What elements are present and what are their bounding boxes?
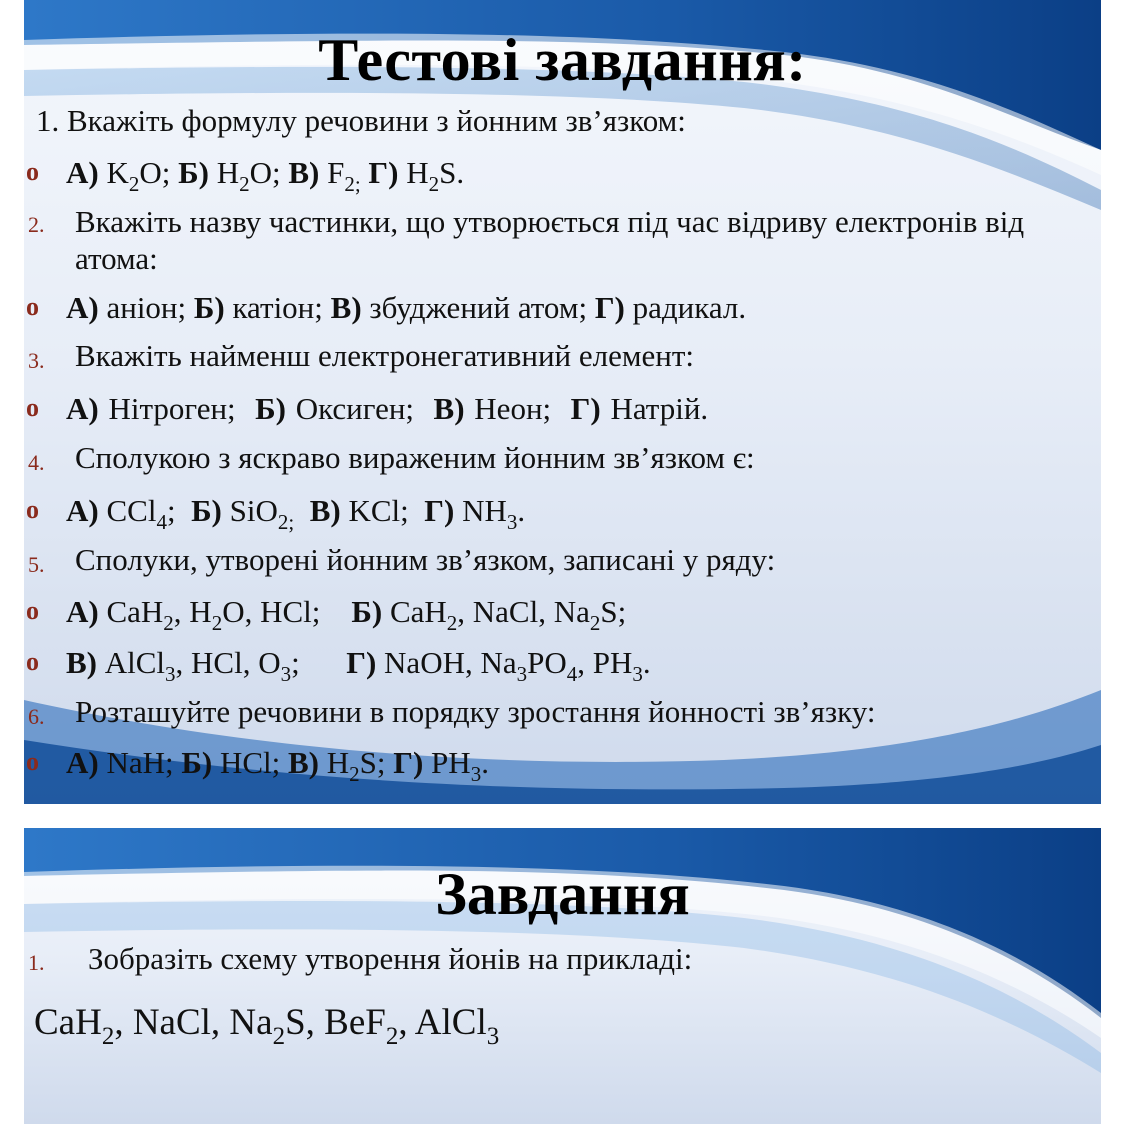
question-4-text: Сполукою з яскраво вираженим йонним зв’язком є: <box>75 440 755 475</box>
option-label-b: Б) <box>255 391 286 426</box>
option-label-a: А) <box>66 290 99 325</box>
answer-line <box>66 744 489 786</box>
subscript: 2 <box>272 1023 286 1050</box>
bullet-icon: o <box>26 596 39 625</box>
bullet-icon: o <box>26 647 39 676</box>
option-a-tail: ; <box>166 493 176 528</box>
option-b: CaH <box>389 594 447 629</box>
subscript: 4 <box>566 662 578 686</box>
option-label-c: В) <box>433 391 465 426</box>
question-number: 4. <box>28 450 45 475</box>
subscript: 3 <box>280 662 292 686</box>
subscript: 3 <box>470 762 482 786</box>
option-label-a: А) <box>66 594 99 629</box>
subscript: 2 <box>211 611 223 635</box>
option-label-d: Г) <box>594 290 625 325</box>
question-number: 5. <box>28 552 45 577</box>
question-1 <box>36 105 686 136</box>
option-a-part: , H <box>173 594 212 629</box>
option-b: H <box>216 155 240 190</box>
option-d: радикал. <box>632 290 747 325</box>
subscript: 2; <box>344 172 361 196</box>
option-d: NaOH, Na <box>384 645 517 680</box>
option-d: PH <box>431 745 471 780</box>
slide-title: Завдання <box>435 861 690 927</box>
subscript: 3 <box>486 1023 500 1050</box>
option-c-tail: ; <box>291 645 300 680</box>
bullet-icon: o <box>26 495 39 524</box>
question-text: Вкажіть формулу речовини з йонним зв’язком: <box>67 103 686 138</box>
option-d: Натрій. <box>610 391 709 426</box>
option-c: H <box>326 745 350 780</box>
question-5-text: Сполуки, утворені йонним зв’язком, записані у ряду: <box>75 542 776 577</box>
option-a: аніон; <box>106 290 187 325</box>
option-label-b: Б) <box>191 493 222 528</box>
subscript: 3 <box>632 662 643 686</box>
option-b-tail: S; <box>600 594 627 629</box>
option-label-a: А) <box>66 493 99 528</box>
subscript: 3 <box>165 662 176 686</box>
slide-test-tasks <box>24 0 1101 804</box>
formula-part: , AlCl <box>398 1002 487 1043</box>
bullet-icon: o <box>26 393 39 422</box>
option-label-c: В) <box>330 290 362 325</box>
question-3-text: Вкажіть найменш електронегативний елемент: <box>75 338 695 373</box>
option-label-d: Г) <box>346 645 377 680</box>
option-b: SiO <box>229 493 278 528</box>
option-d-tail: . <box>642 645 651 680</box>
slide-title: Тестові завдання: <box>318 27 807 93</box>
option-c: F <box>327 155 345 190</box>
option-b: Оксиген; <box>295 391 415 426</box>
subscript: 3 <box>506 510 518 534</box>
option-b-tail: O; <box>249 155 281 190</box>
option-d: H <box>406 155 429 190</box>
question-number: 1. <box>36 103 60 138</box>
answer-line <box>66 154 465 196</box>
answer-line <box>66 390 708 427</box>
option-c: KCl; <box>348 493 409 528</box>
option-a: CCl <box>106 493 157 528</box>
option-label-b: Б) <box>181 745 213 780</box>
option-label-b: Б) <box>178 155 209 190</box>
option-label-a: А) <box>66 391 99 426</box>
option-a-tail: O; <box>139 155 171 190</box>
subscript: 2 <box>446 611 458 635</box>
option-c: збуджений атом; <box>369 290 588 325</box>
option-b: катіон; <box>232 290 323 325</box>
option-label-a: А) <box>66 745 99 780</box>
subscript: 2 <box>239 172 250 196</box>
option-c: Неон; <box>474 391 552 426</box>
option-b: HCl; <box>219 745 281 780</box>
option-a-tail: O, HCl; <box>222 594 321 629</box>
option-label-c: В) <box>309 493 341 528</box>
answer-line <box>66 593 627 635</box>
option-label-c: В) <box>288 745 319 780</box>
subscript: 2 <box>428 172 440 196</box>
option-label-b: Б) <box>193 290 225 325</box>
option-a: Нітроген; <box>108 391 236 426</box>
question-number: 6. <box>28 704 45 729</box>
subscript: 2; <box>277 510 295 534</box>
option-c-part: , HCl, O <box>175 645 281 680</box>
option-c-tail: S; <box>359 745 386 780</box>
option-a: NaH; <box>106 745 174 780</box>
subscript: 3 <box>516 662 528 686</box>
subscript: 2 <box>163 611 174 635</box>
option-label-a: А) <box>66 155 99 190</box>
option-label-b: Б) <box>351 594 383 629</box>
subscript: 2 <box>589 611 601 635</box>
formula-part: S, BeF <box>285 1002 386 1043</box>
bullet-icon: o <box>26 292 39 321</box>
option-d-tail: S. <box>439 155 465 190</box>
option-b-part: , NaCl, Na <box>457 594 590 629</box>
bullet-icon: o <box>26 157 39 186</box>
option-d: NH <box>462 493 507 528</box>
bullet-icon: o <box>26 747 39 776</box>
option-label-c: В) <box>288 155 320 190</box>
option-a: CaH <box>106 594 164 629</box>
question-number: 1. <box>28 950 45 975</box>
question-number: 3. <box>28 348 45 373</box>
assignment-text: Зобразіть схему утворення йонів на прикладі: <box>88 941 693 976</box>
option-d-tail: . <box>517 493 526 528</box>
formula-list <box>34 1002 500 1050</box>
subscript: 2 <box>385 1023 399 1050</box>
option-label-d: Г) <box>424 493 455 528</box>
subscript: 2 <box>128 172 140 196</box>
answer-line <box>66 644 651 686</box>
option-c: AlCl <box>104 645 166 680</box>
question-number: 2. <box>28 212 45 237</box>
question-6-text: Розташуйте речовини в порядку зростання йонності зв’язку: <box>75 694 876 729</box>
slide-assignment <box>24 828 1101 1124</box>
option-d-part2: , PH <box>577 645 633 680</box>
formula-part: CaH <box>34 1002 102 1043</box>
subscript: 2 <box>349 762 360 786</box>
subscript: 2 <box>101 1023 115 1050</box>
option-label-d: Г) <box>570 391 601 426</box>
option-label-d: Г) <box>393 745 424 780</box>
option-d-tail: . <box>481 745 489 780</box>
subscript: 4 <box>156 510 167 534</box>
answer-line <box>66 289 746 326</box>
option-d-part: PO <box>527 645 567 680</box>
formula-part: , NaCl, Na <box>114 1002 273 1043</box>
question-2-text: Вкажіть назву частинки, що утворюється під час відриву електронів від атома: <box>75 204 1025 276</box>
option-label-c: В) <box>66 645 97 680</box>
option-a: K <box>106 155 129 190</box>
option-label-d: Г) <box>368 155 399 190</box>
answer-line <box>66 492 526 534</box>
